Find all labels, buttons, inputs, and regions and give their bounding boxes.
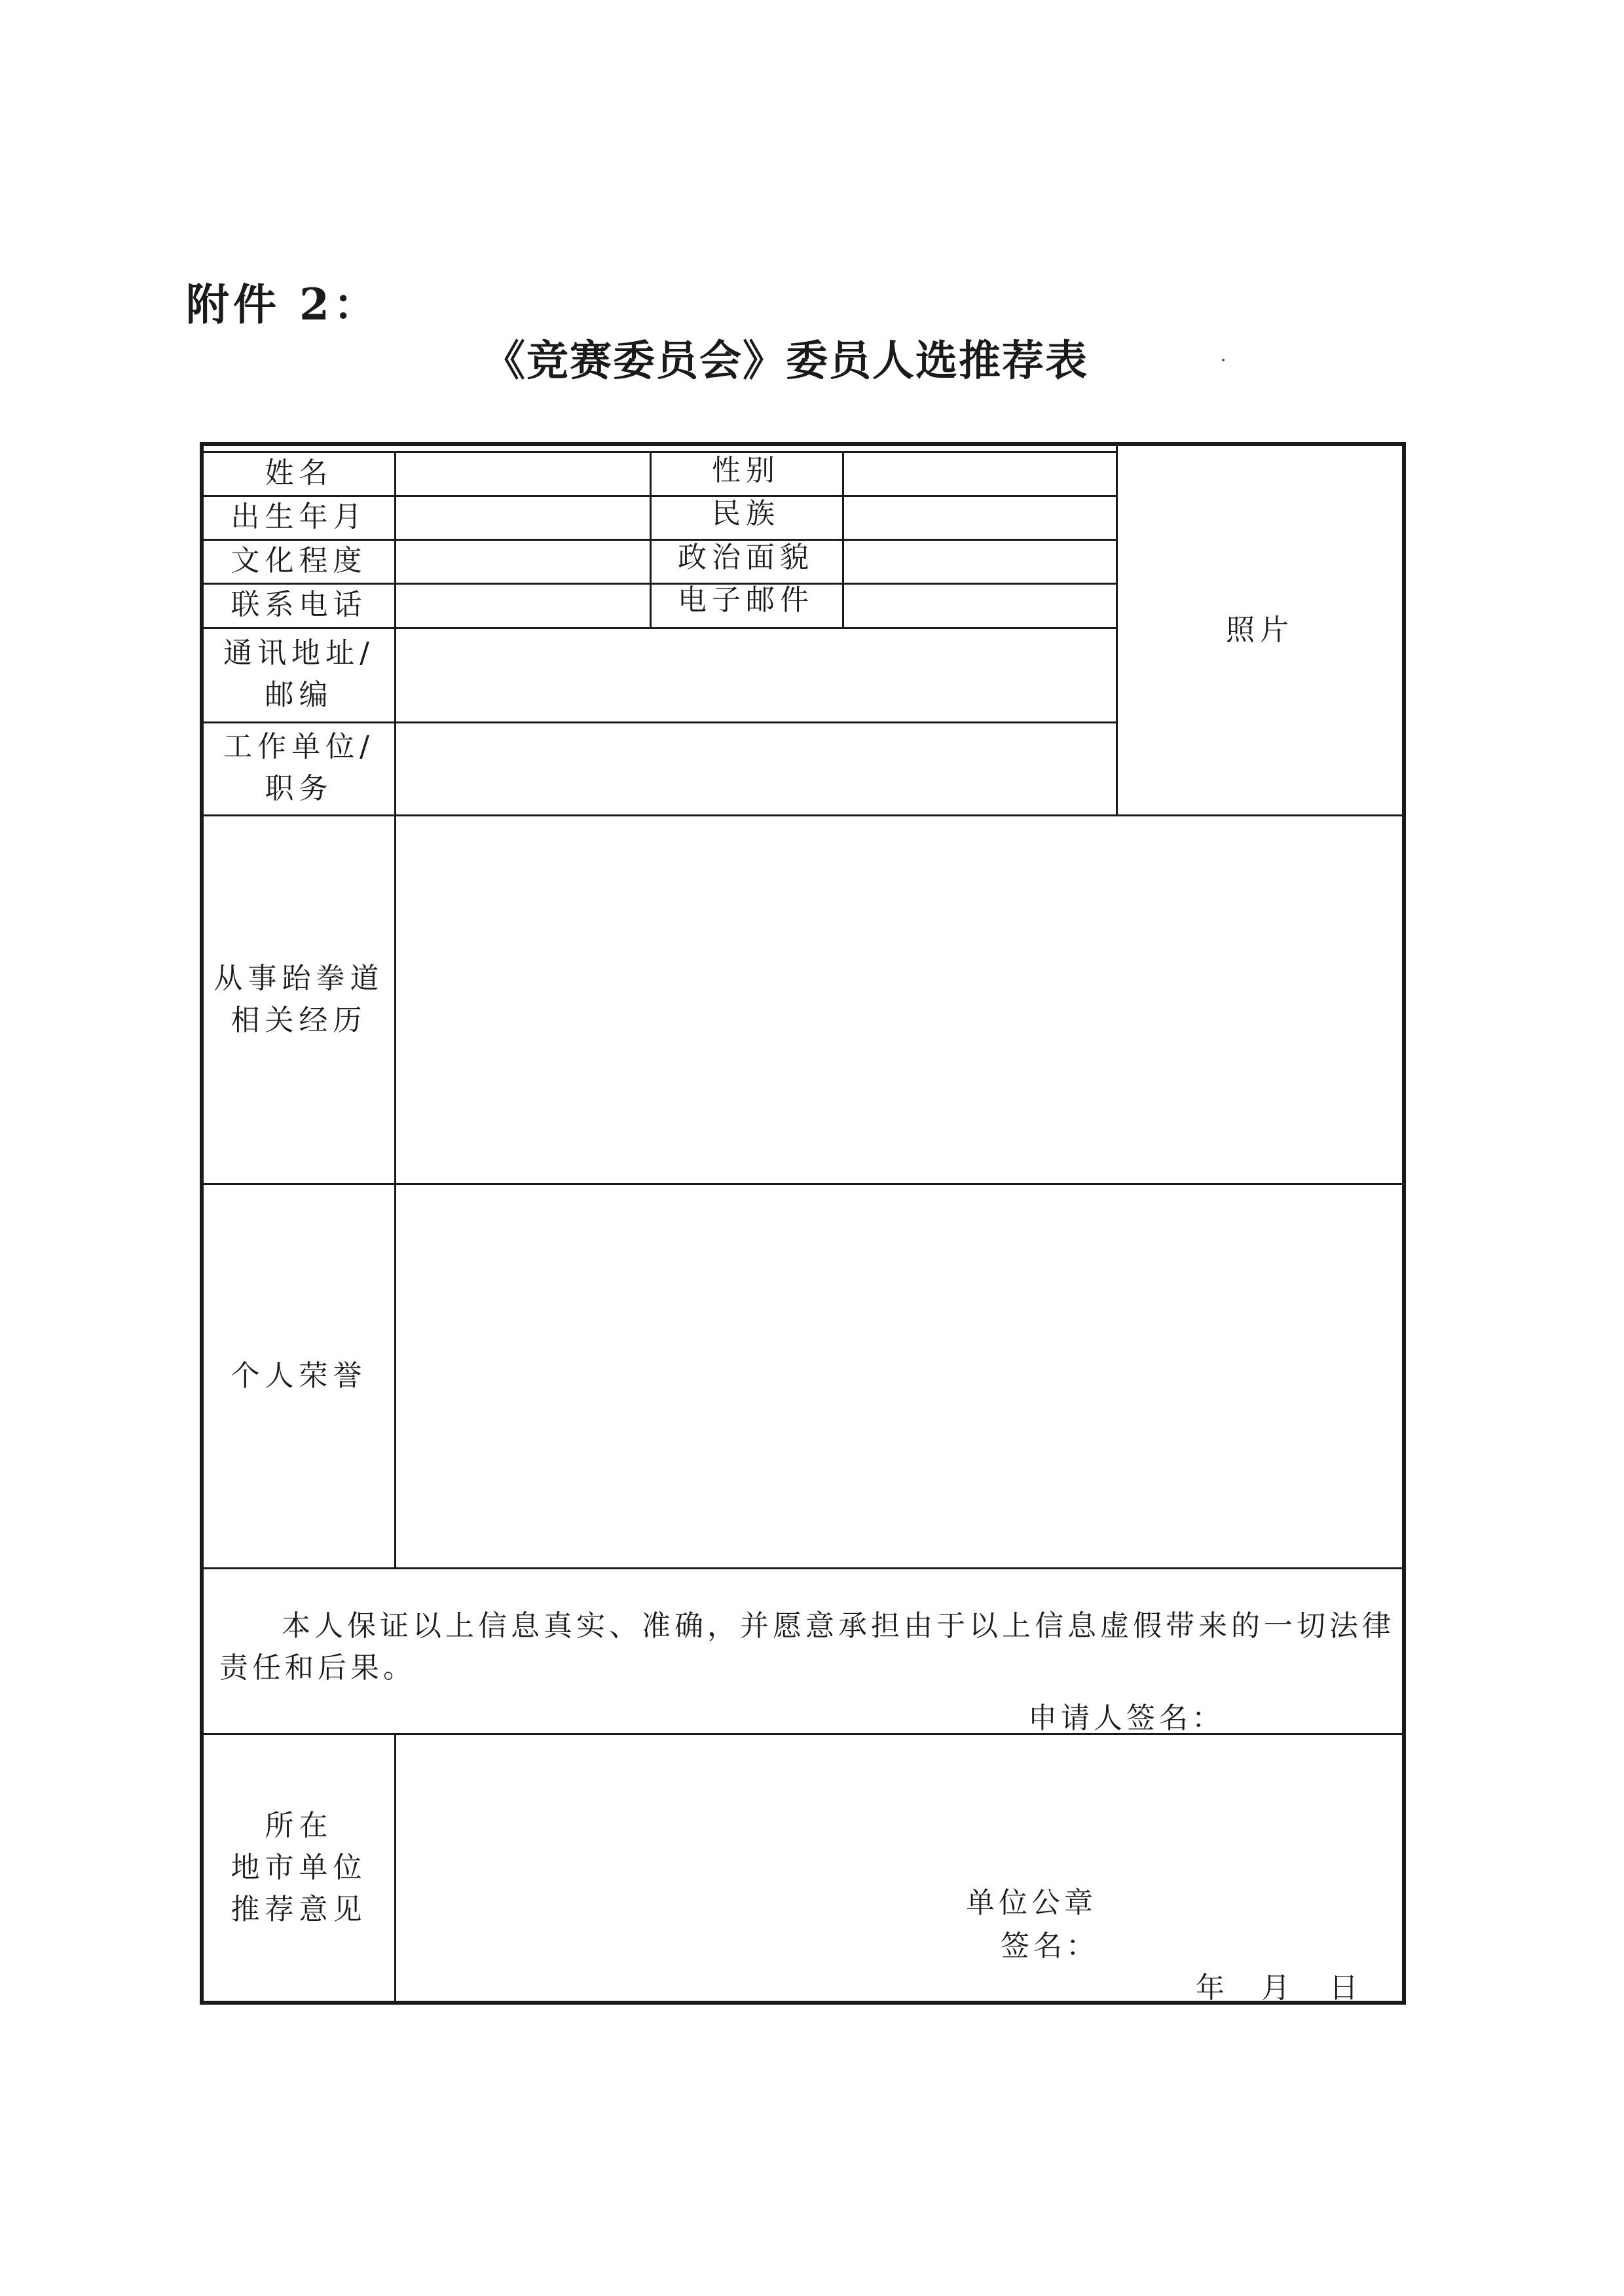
- email-label: 电子邮件: [678, 583, 814, 617]
- recommend-label-line2: 地市单位: [231, 1851, 367, 1884]
- birth-value-field[interactable]: [396, 497, 650, 539]
- date-year-label: 年: [1196, 1971, 1228, 2005]
- declaration-line1: 本人保证以上信息真实、准确，并愿意承担由于以上信息虚假带来的一切法律: [282, 1609, 1395, 1643]
- education-value-field[interactable]: [396, 541, 650, 583]
- work-label-line2: 职务: [265, 772, 333, 805]
- date-day-label: 日: [1329, 1971, 1362, 2005]
- work-label: [204, 721, 394, 814]
- recommend-label-line1: 所在: [265, 1809, 333, 1842]
- address-value-field[interactable]: [396, 629, 1116, 721]
- birth-label: 出生年月: [231, 500, 367, 534]
- recommend-value-field[interactable]: [396, 1735, 1402, 2001]
- scan-speck: [1222, 359, 1225, 361]
- phone-value-field[interactable]: [396, 585, 650, 627]
- recommendation-form: [200, 442, 1406, 2005]
- address-label-line1: 通讯地址/: [223, 636, 375, 670]
- ethnicity-value-field[interactable]: [844, 497, 1116, 539]
- experience-label-line1: 从事跆拳道: [213, 962, 384, 995]
- recommend-label-line3: 推荐意见: [231, 1893, 367, 1926]
- date-month-label: 月: [1261, 1971, 1294, 2005]
- address-label-line2: 邮编: [265, 678, 333, 712]
- photo-label: 照片: [1226, 613, 1294, 647]
- unit-seal-label: 单位公章: [966, 1886, 1097, 1920]
- experience-value-field[interactable]: [396, 816, 1402, 1183]
- address-label: [204, 627, 394, 721]
- work-label-line1: 工作单位/: [223, 730, 375, 763]
- phone-label: 联系电话: [231, 588, 367, 621]
- honors-value-field[interactable]: [396, 1185, 1402, 1567]
- applicant-signature-label: 申请人签名：: [1028, 1702, 1225, 1735]
- ethnicity-label: 民族: [712, 496, 780, 530]
- experience-label-line2: 相关经历: [231, 1004, 367, 1037]
- gender-label: 性别: [712, 453, 780, 487]
- declaration-line2: 责任和后果。: [219, 1651, 416, 1685]
- attachment-label: 附件 2：: [186, 279, 380, 330]
- declaration-text: [219, 1605, 1398, 1689]
- experience-label: [204, 816, 394, 1183]
- recommend-signature-label: 签名：: [1001, 1929, 1099, 1963]
- education-label: 文化程度: [231, 543, 367, 577]
- recommend-label: [204, 1735, 394, 2001]
- name-label: 姓名: [265, 456, 333, 490]
- gender-value-field[interactable]: [844, 451, 1116, 495]
- row-line-declaration: [204, 1567, 1402, 1569]
- page-title-text: 《竞赛委员会》委员人选推荐表: [483, 337, 1088, 386]
- political-value-field[interactable]: [844, 541, 1116, 583]
- honors-label: 个人荣誉: [231, 1359, 367, 1393]
- name-value-field[interactable]: [396, 451, 650, 495]
- political-label: 政治面貌: [678, 540, 814, 574]
- email-value-field[interactable]: [844, 585, 1116, 627]
- work-value-field[interactable]: [396, 723, 1116, 814]
- page-title: [0, 327, 1624, 388]
